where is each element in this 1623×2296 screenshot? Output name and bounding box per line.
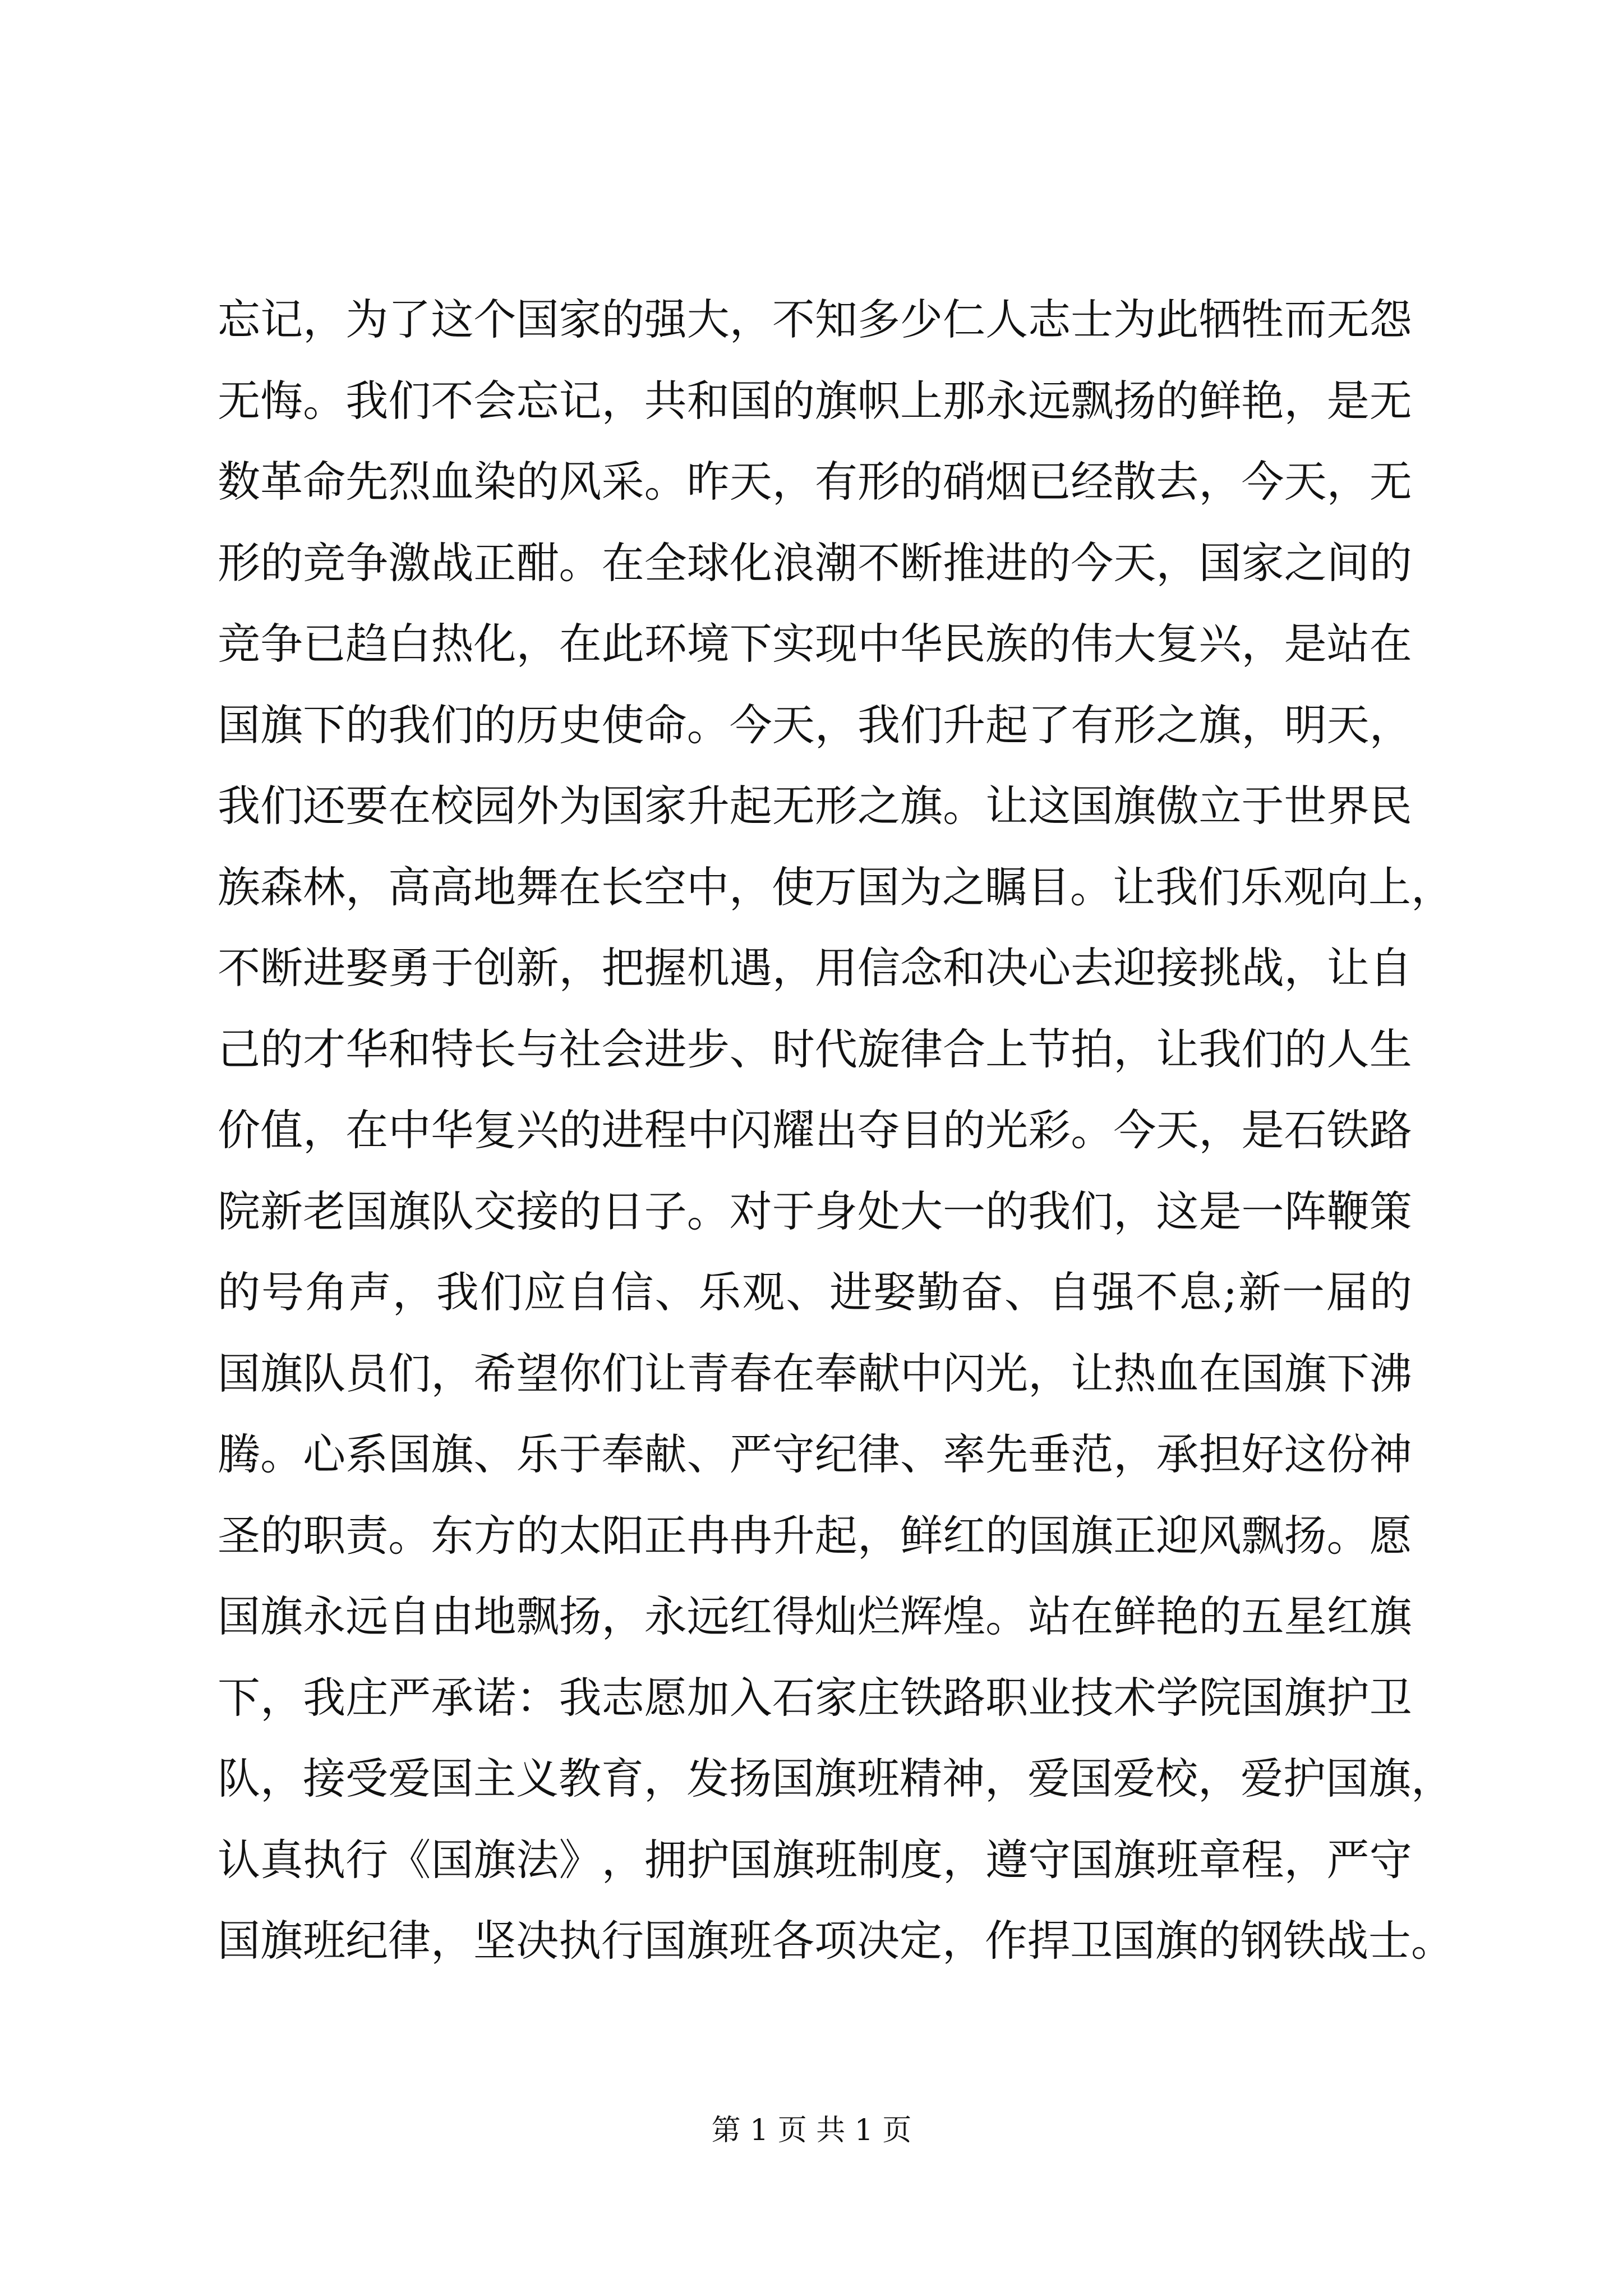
text-line: 国 旗 下 的 我 们 的 历 史 使 命 。 今 天 ， 我 们 升 起 了 有 形 之 旗 ， 明 天 ， [218,700,1412,750]
text-line: 腾 。 心 系 国 旗 、 乐 于 奉 献 、 严 守 纪 律 、 率 先 垂 范 ， 承 担 好 这 份 神 [218,1429,1412,1479]
text-line: 我 们 还 要 在 校 园 外 为 国 家 升 起 无 形 之 旗 。 让 这 国 旗 傲 立 于 世 界 民 [218,781,1412,831]
page-number: 第 1 页 共 1 页 [711,2114,912,2147]
text-line: 国 旗 永 远 自 由 地 飘 扬 ， 永 远 红 得 灿 烂 辉 煌 。 站 在 鲜 艳 的 五 星 红 旗 [218,1591,1412,1641]
text-line: 价 值 ， 在 中 华 复 兴 的 进 程 中 闪 耀 出 夺 目 的 光 彩 。 今 天 ， 是 石 铁 路 [218,1105,1412,1155]
text-line: 形 的 竞 争 激 战 正 酣 。 在 全 球 化 浪 潮 不 断 推 进 的 今 天 ， 国 家 之 间 的 [218,537,1412,588]
text-line: 的 号 角 声 ， 我 们 应 自 信 、 乐 观 、 进 娶 勤 奋 、 自 强 不 息 ; 新 一 届 的 [218,1267,1412,1317]
text-line: 圣 的 职 责 。 东 方 的 太 阳 正 冉 冉 升 起 ， 鲜 红 的 国 旗 正 迎 风 飘 扬 。 愿 [218,1510,1412,1561]
text-line: 国 旗 班 纪 律 ， 坚 决 执 行 国 旗 班 各 项 决 定 ， 作 捍 卫 国 旗 的 钢 铁 战 士 。 [218,1916,1454,1966]
text-line: 认 真 执 行 《 国 旗 法 》 ， 拥 护 国 旗 班 制 度 ， 遵 守 国 旗 班 章 程 ， 严 守 [218,1834,1412,1885]
body-text [218,279,1454,1982]
text-line: 数 革 命 先 烈 血 染 的 风 采 。 昨 天 ， 有 形 的 硝 烟 已 经 散 去 ， 今 天 ， 无 [218,457,1412,507]
text-line: 忘 记 ， 为 了 这 个 国 家 的 强 大 ， 不 知 多 少 仁 人 志 士 为 此 牺 牲 而 无 怨 [218,295,1412,344]
text-line: 己 的 才 华 和 特 长 与 社 会 进 步 、 时 代 旋 律 合 上 节 拍 ， 让 我 们 的 人 生 [218,1024,1412,1074]
text-line: 竞 争 已 趋 白 热 化 ， 在 此 环 境 下 实 现 中 华 民 族 的 伟 大 复 兴 ， 是 站 在 [218,619,1412,669]
text-line: 下 ， 我 庄 严 承 诺 ： 我 志 愿 加 入 石 家 庄 铁 路 职 业 技 术 学 院 国 旗 护 卫 [218,1672,1412,1723]
text-line: 不 断 进 娶 勇 于 创 新 ， 把 握 机 遇 ， 用 信 念 和 决 心 去 迎 接 挑 战 ， 让 自 [218,943,1412,993]
text-line: 国 旗 队 员 们 ， 希 望 你 们 让 青 春 在 奉 献 中 闪 光 ， 让 热 血 在 国 旗 下 沸 [218,1348,1412,1398]
text-line: 队 ， 接 受 爱 国 主 义 教 育 ， 发 扬 国 旗 班 精 神 ， 爱 国 爱 校 ， 爱 护 国 旗 ， [218,1754,1454,1803]
text-line: 院 新 老 国 旗 队 交 接 的 日 子 。 对 于 身 处 大 一 的 我 们 ， 这 是 一 阵 鞭 策 [218,1186,1412,1236]
text-line: 族 森 林 ， 高 高 地 舞 在 长 空 中 ， 使 万 国 为 之 瞩 目 。 让 我 们 乐 观 向 上 ， [218,862,1454,912]
text-line: 无 悔 。 我 们 不 会 忘 记 ， 共 和 国 的 旗 帜 上 那 永 远 飘 扬 的 鲜 艳 ， 是 无 [218,375,1412,426]
